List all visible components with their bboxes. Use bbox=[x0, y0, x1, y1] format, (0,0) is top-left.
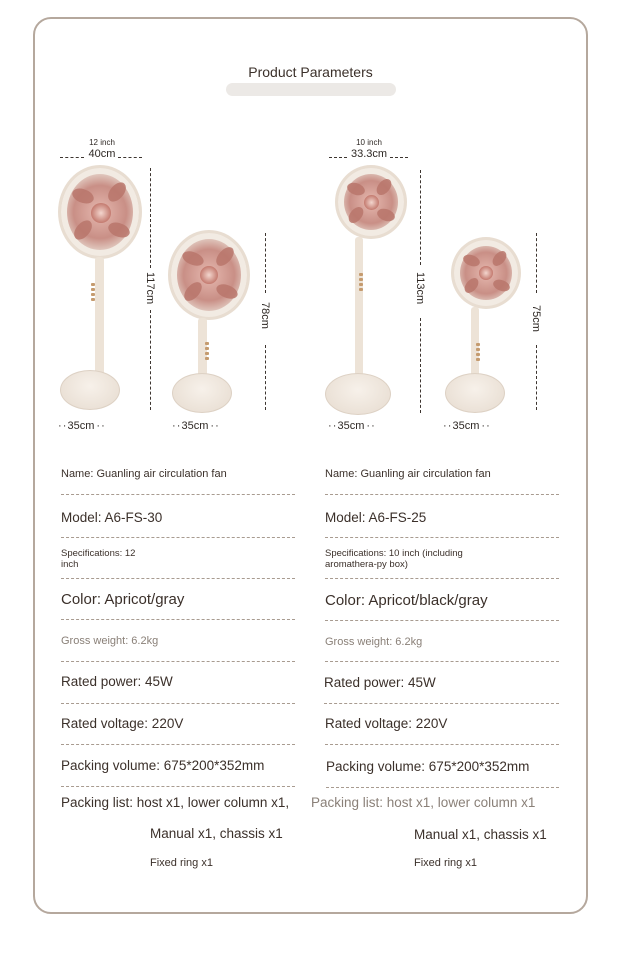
fan-pole bbox=[95, 257, 104, 382]
spec-name: Name: Guanling air circulation fan bbox=[61, 468, 295, 495]
dimension-line bbox=[390, 157, 408, 158]
dimension-line bbox=[420, 318, 421, 413]
spec-packing-volume: Packing volume: 675*200*352mm bbox=[326, 759, 559, 788]
dimension-line bbox=[60, 157, 84, 158]
fan-size-label: 12 inch bbox=[89, 138, 115, 147]
spec-packing-list: Packing list: host x1, lower column x1, bbox=[61, 795, 290, 810]
spec-packing-list-line-3: Fixed ring x1 bbox=[414, 857, 477, 869]
spec-packing-list-line-2: Manual x1, chassis x1 bbox=[150, 826, 283, 841]
base-width-label: · · 35cm · · bbox=[328, 420, 374, 432]
base-width-label: · · 35cm · · bbox=[58, 420, 104, 432]
spec-packing-volume: Packing volume: 675*200*352mm bbox=[61, 758, 295, 787]
dimension-line bbox=[150, 168, 151, 268]
fan-base bbox=[445, 373, 505, 413]
base-width-label: · · 35cm · · bbox=[172, 420, 218, 432]
dimension-line bbox=[420, 170, 421, 265]
spec-rated-power: Rated power: 45W bbox=[61, 674, 295, 704]
spec-packing-list-line-3: Fixed ring x1 bbox=[150, 857, 213, 869]
spec-name: Name: Guanling air circulation fan bbox=[325, 468, 559, 495]
spec-gross-weight: Gross weight: 6.2kg bbox=[325, 636, 559, 662]
dimension-line bbox=[536, 345, 537, 410]
spec-rated-voltage: Rated voltage: 220V bbox=[325, 716, 559, 745]
spec-color: Color: Apricot/black/gray bbox=[325, 592, 559, 621]
control-buttons bbox=[476, 343, 480, 363]
spec-model: Model: A6-FS-25 bbox=[325, 510, 559, 538]
fan-pole bbox=[355, 237, 363, 387]
control-buttons bbox=[359, 273, 363, 293]
spec-rated-voltage: Rated voltage: 220V bbox=[61, 716, 295, 745]
fan-width-label: 33.3cm bbox=[350, 148, 388, 160]
spec-rated-power: Rated power: 45W bbox=[324, 675, 559, 704]
fan-base bbox=[325, 373, 391, 415]
spec-packing-list-line-2: Manual x1, chassis x1 bbox=[414, 827, 547, 842]
fan-height-label: 78cm bbox=[259, 302, 271, 329]
spec-model: Model: A6-FS-30 bbox=[61, 510, 295, 538]
fan-height-label: 75cm bbox=[530, 305, 542, 332]
spec-gross-weight: Gross weight: 6.2kg bbox=[61, 635, 295, 662]
fan-hub bbox=[364, 195, 379, 210]
fan-size-label: 10 inch bbox=[356, 138, 382, 147]
fan-hub bbox=[200, 266, 218, 284]
spec-packing-list: Packing list: host x1, lower column x1 bbox=[311, 795, 536, 810]
base-width-label: · · 35cm · · bbox=[443, 420, 489, 432]
page-title: Product Parameters bbox=[248, 64, 373, 80]
dimension-line bbox=[265, 345, 266, 410]
spec-specifications: Specifications: 10 inch (including aromathera-py box) bbox=[325, 548, 559, 579]
dimension-line bbox=[118, 157, 142, 158]
title-underline bbox=[226, 83, 396, 96]
dimension-line bbox=[150, 310, 151, 410]
control-buttons bbox=[91, 283, 95, 303]
fan-hub bbox=[91, 203, 111, 223]
spec-specifications: Specifications: 12 inch bbox=[61, 548, 295, 579]
fan-base bbox=[60, 370, 120, 410]
fan-base bbox=[172, 373, 232, 413]
control-buttons bbox=[205, 342, 209, 362]
fan-width-label: 40cm bbox=[88, 148, 116, 160]
spec-color: Color: Apricot/gray bbox=[61, 591, 295, 620]
fan-height-label: 117cm bbox=[144, 272, 156, 305]
dimension-line bbox=[265, 233, 266, 293]
dimension-line bbox=[329, 157, 347, 158]
dimension-line bbox=[536, 233, 537, 293]
fan-hub bbox=[479, 266, 493, 280]
fan-height-label: 113cm bbox=[414, 272, 426, 305]
